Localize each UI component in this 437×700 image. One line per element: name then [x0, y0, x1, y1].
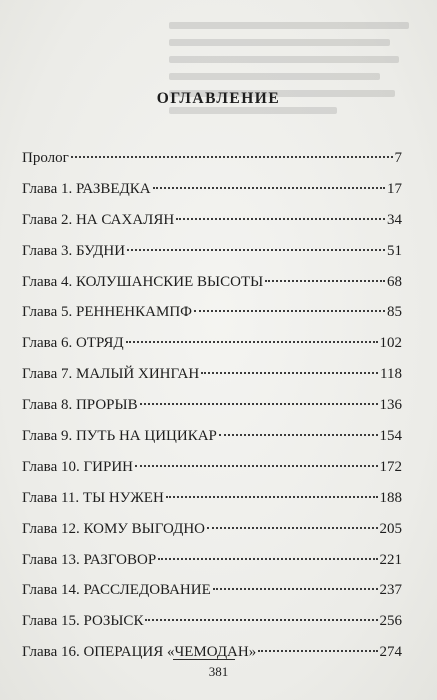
toc-entry-label: Глава 2. НА САХАЛЯН [22, 211, 175, 228]
toc-entry [22, 394, 402, 425]
toc-entry-label: Глава 6. ОТРЯД [22, 335, 124, 352]
toc-entry-label: Глава 7. МАЛЫЙ ХИНГАН [22, 366, 200, 383]
reverse-side-bleed-through [169, 22, 409, 132]
dot-leader [135, 465, 378, 467]
toc-entry-page: 274 [379, 644, 402, 661]
toc-entry-label: Глава 12. КОМУ ВЫГОДНО [22, 520, 206, 537]
toc-entry-page: 205 [379, 520, 402, 537]
toc-entry [22, 363, 402, 394]
toc-entry-label: Глава 13. РАЗГОВОР [22, 551, 157, 568]
toc-entry-page: 68 [387, 273, 402, 290]
toc-entry-page: 154 [379, 428, 402, 445]
toc-entry [22, 240, 402, 271]
toc-entry [22, 301, 402, 332]
dot-leader [213, 588, 378, 590]
page-number: 381 [208, 664, 229, 679]
table-of-contents [22, 147, 402, 672]
toc-entry [22, 425, 402, 456]
toc-entry [22, 579, 402, 610]
dot-leader [258, 650, 377, 652]
toc-entry-page: 237 [379, 582, 402, 599]
toc-entry-label: Глава 10. ГИРИН [22, 458, 133, 475]
toc-entry-label: Глава 15. РОЗЫСК [22, 613, 144, 630]
dot-leader [176, 218, 385, 220]
toc-entry-label: Глава 5. РЕННЕНКАМПФ [22, 304, 193, 321]
toc-entry [22, 332, 402, 363]
dot-leader [158, 558, 377, 560]
dot-leader [265, 280, 385, 282]
toc-entry [22, 549, 402, 580]
toc-entry-label: Глава 8. ПРОРЫВ [22, 397, 138, 414]
toc-entry-page: 51 [387, 242, 402, 259]
dot-leader [127, 249, 385, 251]
toc-entry-label: Пролог [22, 150, 69, 166]
dot-leader [140, 403, 378, 405]
toc-entry-page: 172 [379, 458, 402, 475]
dot-leader [153, 187, 385, 189]
toc-entry-label: Глава 1. РАЗВЕДКА [22, 180, 151, 197]
toc-entry [22, 487, 402, 518]
dot-leader [194, 310, 385, 312]
toc-entry-label: Глава 4. КОЛУШАНСКИЕ ВЫСОТЫ [22, 273, 264, 290]
toc-entry [22, 456, 402, 487]
footer-rule [173, 659, 235, 660]
toc-entry-label: Глава 9. ПУТЬ НА ЦИЦИКАР [22, 428, 217, 445]
toc-entry [22, 610, 402, 641]
dot-leader [71, 156, 393, 158]
dot-leader [126, 341, 378, 343]
toc-entry-label: Глава 11. ТЫ НУЖЕН [22, 489, 164, 506]
toc-entry [22, 209, 402, 240]
toc-entry-page: 118 [380, 366, 402, 383]
dot-leader [201, 372, 378, 374]
toc-entry [22, 518, 402, 549]
toc-entry [22, 271, 402, 302]
dot-leader [166, 496, 378, 498]
toc-entry-page: 136 [379, 397, 402, 414]
toc-entry [22, 147, 402, 178]
toc-entry-page: 7 [394, 150, 402, 166]
toc-entry [22, 178, 402, 209]
toc-entry-page: 85 [387, 304, 402, 321]
dot-leader [219, 434, 378, 436]
toc-entry-page: 256 [379, 613, 402, 630]
toc-entry-label: Глава 16. ОПЕРАЦИЯ «ЧЕМОДАН» [22, 644, 257, 661]
toc-entry-label: Глава 3. БУДНИ [22, 242, 126, 259]
toc-entry-page: 188 [379, 489, 402, 506]
dot-leader [145, 619, 377, 621]
toc-entry-label: Глава 14. РАССЛЕДОВАНИЕ [22, 582, 211, 599]
toc-entry-page: 221 [379, 551, 402, 568]
toc-title: ОГЛАВЛЕНИЕ [156, 90, 281, 107]
toc-entry-page: 17 [387, 180, 402, 197]
toc-entry-page: 34 [387, 211, 402, 228]
toc-entry-page: 102 [379, 335, 402, 352]
dot-leader [207, 527, 377, 529]
